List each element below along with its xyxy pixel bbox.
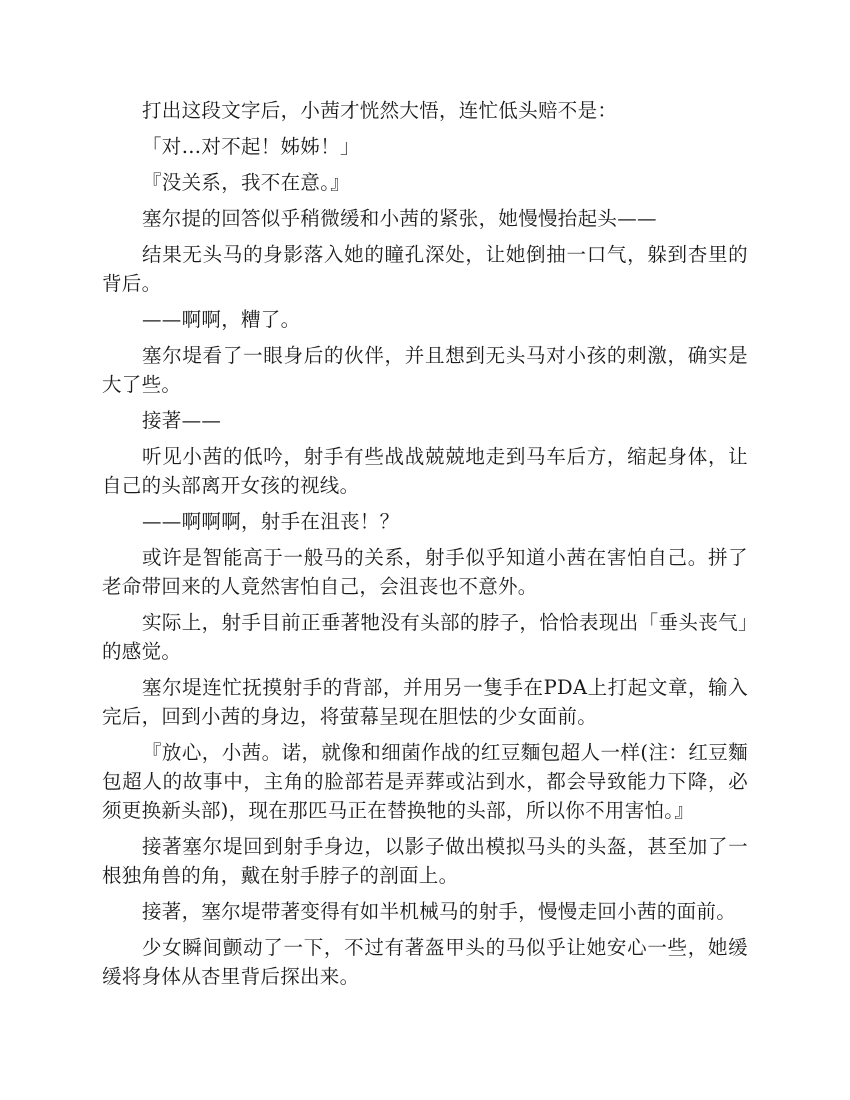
- paragraph: 接著——: [142, 409, 222, 432]
- paragraph: 「对…对不起！姊姊！」: [142, 135, 360, 158]
- paragraph: 塞尔堤看了一眼身后的伙伴，并且想到无头马对小孩的刺激，确实是大了些。: [102, 344, 748, 396]
- paragraph: 或许是智能高于一般马的关系，射手似乎知道小茜在害怕自己。拼了老命带回来的人竟然害怕自己，会沮丧也不意外。: [102, 546, 748, 598]
- document-page: [102, 96, 748, 998]
- paragraph: 实际上，射手目前正垂著牠没有头部的脖子，恰恰表现出「垂头丧气」的感觉。: [102, 611, 748, 663]
- paragraph: 打出这段文字后，小茜才恍然大悟，连忙低头赔不是：: [142, 99, 618, 122]
- paragraph: 塞尔提的回答似乎稍微缓和小茜的紧张，她慢慢抬起头——: [142, 207, 657, 230]
- paragraph: 『放心，小茜。诺，就像和细菌作战的红豆麵包超人一样(注：红豆麵包超人的故事中，主角的脸部若是弄葬或沾到水，都会导致能力下降，必须更换新头部)，现在那匹马正在替换牠的头部，所以你不用害怕。』: [102, 741, 748, 822]
- paragraph: 结果无头马的身影落入她的瞳孔深处，让她倒抽一口气，躲到杏里的背后。: [102, 243, 748, 295]
- paragraph: ——啊啊啊，射手在沮丧！？: [142, 510, 400, 533]
- paragraph: 听见小茜的低吟，射手有些战战兢兢地走到马车后方，缩起身体，让自己的头部离开女孩的视线。: [102, 445, 748, 497]
- paragraph: 接著，塞尔堤带著变得有如半机械马的射手，慢慢走回小茜的面前。: [142, 900, 737, 923]
- paragraph: 接著塞尔堤回到射手身边，以影子做出模拟马头的头盔，甚至加了一根独角兽的角，戴在射手脖子的剖面上。: [102, 835, 748, 887]
- paragraph: 『没关系，我不在意。』: [142, 171, 351, 194]
- paragraph: ——啊啊，糟了。: [142, 308, 301, 331]
- paragraph: 少女瞬间颤动了一下，不过有著盔甲头的马似乎让她安心一些，她缓缓将身体从杏里背后探出来。: [102, 936, 748, 988]
- paragraph: 塞尔堤连忙抚摸射手的背部，并用另一隻手在PDA上打起文章，输入完后，回到小茜的身边，将萤幕呈现在胆怯的少女面前。: [102, 676, 748, 728]
